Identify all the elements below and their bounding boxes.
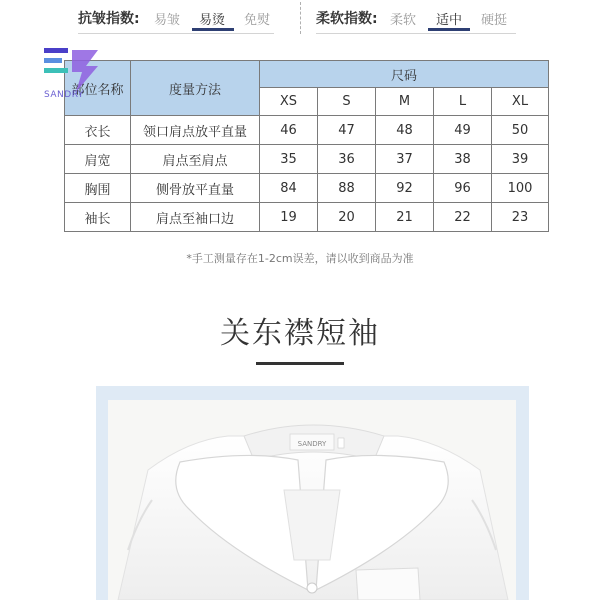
size-l: L [434,88,492,116]
softness-option-soft: 柔软 [390,13,417,28]
product-photo [108,400,516,600]
wrinkle-option-easy-wrinkle: 易皱 [154,13,181,28]
wrinkle-selected-indicator [192,28,234,31]
header-part: 部位名称 [65,61,131,116]
brand-logo-icon [42,46,104,96]
cell-value: 36 [318,145,376,174]
wrinkle-option-no-iron: 免熨 [244,13,271,28]
softness-option-medium: 适中 [436,13,463,28]
softness-option-stiff: 硬挺 [481,13,508,28]
row-part: 肩宽 [65,145,131,174]
size-table [64,60,549,232]
title-underline [256,362,344,365]
cell-value: 92 [376,174,434,203]
cell-value: 20 [318,203,376,232]
size-m: M [376,88,434,116]
softness-selected-indicator [428,28,470,31]
wrinkle-option-easy-iron: 易烫 [199,13,226,28]
size-s: S [318,88,376,116]
row-part: 衣长 [65,116,131,145]
cell-value: 38 [434,145,492,174]
brand-logo-text: SANDRY [44,90,84,100]
cell-value: 35 [260,145,318,174]
cell-value: 88 [318,174,376,203]
cell-value: 50 [492,116,549,145]
cell-value: 19 [260,203,318,232]
shirt-label-text: SANDRY [297,440,327,448]
wrinkle-index-line [78,33,274,34]
section-title: 关东襟短袖 [220,316,380,351]
cell-value: 100 [492,174,549,203]
index-divider [300,2,301,34]
cell-value: 47 [318,116,376,145]
table-row [65,145,549,174]
wrinkle-index-label: 抗皱指数: [78,11,140,27]
cell-value: 39 [492,145,549,174]
cell-value: 46 [260,116,318,145]
row-part: 袖长 [65,203,131,232]
header-method: 度量方法 [131,61,260,116]
cell-value: 84 [260,174,318,203]
softness-index-label: 柔软指数: [316,11,378,27]
cell-value: 21 [376,203,434,232]
row-method: 领口肩点放平直量 [131,116,260,145]
cell-value: 37 [376,145,434,174]
cell-value: 23 [492,203,549,232]
header-size: 尺码 [260,61,549,88]
table-row [65,174,549,203]
cell-value: 96 [434,174,492,203]
cell-value: 22 [434,203,492,232]
table-row [65,203,549,232]
row-part: 胸围 [65,174,131,203]
table-row [65,116,549,145]
cell-value: 48 [376,116,434,145]
row-method: 肩点至肩点 [131,145,260,174]
size-xl: XL [492,88,549,116]
cell-value: 49 [434,116,492,145]
size-xs: XS [260,88,318,116]
row-method: 侧骨放平直量 [131,174,260,203]
measurement-note: *手工测量存在1-2cm误差，请以收到商品为准 [186,252,414,265]
softness-index-line [316,33,516,34]
row-method: 肩点至袖口边 [131,203,260,232]
sailor-shirt-icon [108,400,516,600]
